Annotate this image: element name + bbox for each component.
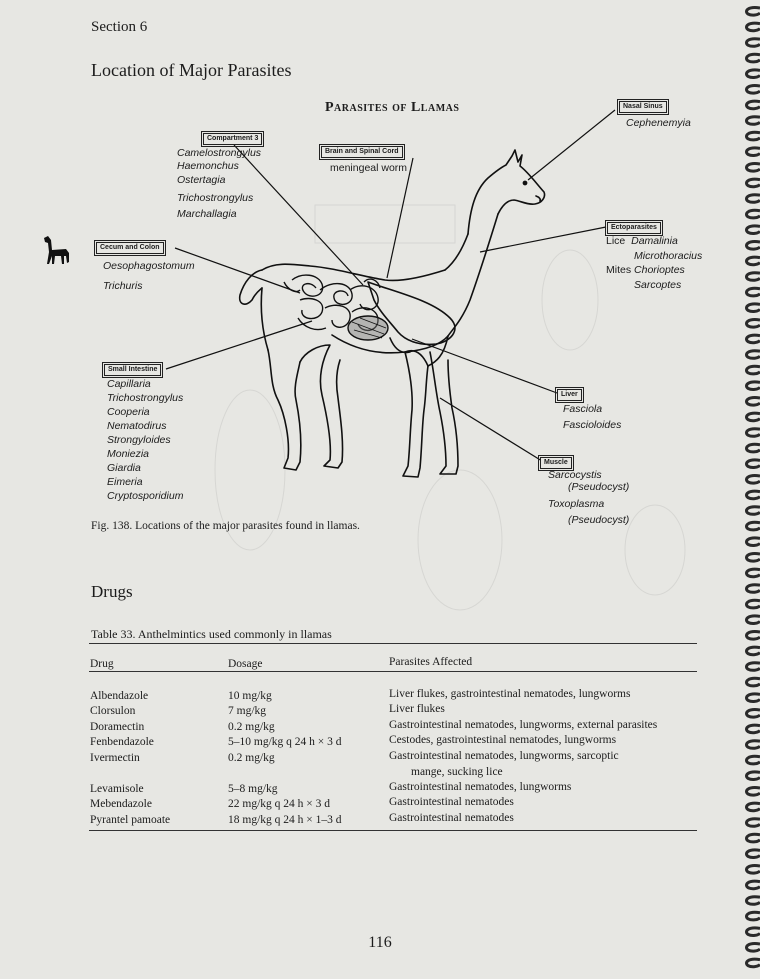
spiral-loop [747, 335, 760, 343]
spiral-loop [747, 257, 760, 265]
parasite-name: Trichostrongylus [107, 392, 184, 404]
parasite-name: meningeal worm [330, 162, 408, 174]
section-label: Section 6 [91, 19, 148, 35]
spiral-loop [747, 959, 760, 967]
spiral-loop [747, 554, 760, 562]
spiral-loop [747, 834, 760, 842]
table-cell-parasites: Liver flukes [389, 703, 445, 715]
spiral-loop [747, 164, 760, 172]
parasite-name: Sarcoptes [634, 278, 682, 291]
spiral-loop [747, 413, 760, 421]
drugs-heading: Drugs [91, 582, 133, 601]
spiral-loop [747, 39, 760, 47]
spiral-loop [747, 70, 760, 78]
llama-illustration [240, 150, 545, 477]
table-cell-dosage: 0.2 mg/kg [228, 721, 275, 733]
spiral-loop [747, 756, 760, 764]
parasite-name: Nematodirus [107, 420, 167, 432]
parasite-name: Cephenemyia [626, 117, 691, 129]
spiral-loop [747, 632, 760, 640]
parasite-name: Trichuris [103, 279, 143, 292]
parasite-name: Eimeria [107, 476, 143, 488]
label-box-nasal: Nasal Sinus [619, 101, 667, 113]
intestines-illustration [284, 275, 388, 340]
spiral-loop [747, 288, 760, 296]
table-cell-drug: Ivermectin [90, 752, 140, 764]
spiral-loop [747, 382, 760, 390]
parasite-name: Camelostrongylus [177, 147, 262, 159]
parasite-name: Sarcocystis [548, 469, 602, 481]
table-header-drug: Drug [90, 658, 114, 670]
spiral-loop [747, 772, 760, 780]
spiral-loop [747, 585, 760, 593]
table-cell-parasites: Gastrointestinal nematodes, lungworms, external parasites [389, 719, 658, 731]
spiral-loop [747, 195, 760, 203]
spiral-loop [747, 273, 760, 281]
table-cell-parasites-cont: mange, sucking lice [411, 766, 503, 778]
table-cell-drug: Pyrantel pamoate [90, 814, 171, 826]
table-cell-drug: Albendazole [90, 690, 149, 702]
parasite-name: Fasciola [563, 403, 603, 415]
table-cell-drug: Clorsulon [90, 705, 136, 717]
spiral-loop [747, 117, 760, 125]
label-box-compartment3: Compartment 3 [203, 133, 262, 145]
spiral-loop [747, 226, 760, 234]
list-small-intestine [107, 377, 183, 503]
lice-label: Lice [606, 235, 626, 247]
parasite-name: Trichostrongylus [177, 191, 254, 204]
table-header-dosage: Dosage [228, 658, 263, 670]
spiral-loop [747, 460, 760, 468]
label-box-brain: Brain and Spinal Cord [321, 146, 403, 158]
spiral-loop [747, 850, 760, 858]
label-box-ectoparasites: Ectoparasites [607, 222, 661, 234]
spiral-loop [747, 569, 760, 577]
spiral-loop [747, 132, 760, 140]
llama-thumb-icon [44, 236, 69, 264]
spiral-loop [747, 366, 760, 374]
spiral-loop [747, 522, 760, 530]
figure-caption-text: Locations of the major parasites found in llamas. [135, 520, 360, 532]
spiral-loop [747, 86, 760, 94]
spiral-loop [747, 694, 760, 702]
parasite-name: Strongyloides [107, 434, 171, 446]
table-cell-dosage: 5–10 mg/kg q 24 h × 3 d [228, 736, 342, 748]
parasite-name: Microthoracius [634, 249, 703, 262]
spiral-loop [747, 538, 760, 546]
list-muscle [548, 469, 629, 526]
parasite-name: Cooperia [107, 406, 150, 418]
spiral-loop [747, 54, 760, 62]
table-cell-parasites: Liver flukes, gastrointestinal nematodes, lungworms [389, 688, 631, 700]
parasite-name: Ostertagia [177, 174, 226, 186]
parasite-name: Cryptosporidium [107, 490, 184, 502]
spiral-loop [747, 8, 760, 16]
list-nasal [626, 116, 691, 131]
spiral-loop [747, 616, 760, 624]
parasite-name: Fascioloides [563, 418, 622, 431]
table-cell-drug: Fenbendazole [90, 736, 154, 748]
label-box-liver: Liver [557, 389, 582, 401]
spiral-loop [747, 320, 760, 328]
spiral-loop [747, 210, 760, 218]
table-cell-parasites: Gastrointestinal nematodes, lungworms, sarcoptic [389, 750, 619, 762]
table-cell-dosage: 10 mg/kg [228, 690, 272, 702]
spiral-loop [747, 101, 760, 109]
spiral-binding [747, 8, 760, 967]
parasite-name: Marchallagia [177, 208, 237, 220]
list-ectoparasites [606, 234, 702, 292]
spiral-loop [747, 741, 760, 749]
table-cell-drug: Levamisole [90, 783, 144, 795]
spiral-loop [747, 476, 760, 484]
table-cell-drug: Doramectin [90, 721, 145, 733]
table-number: Table 33. [91, 627, 136, 641]
table-cell-parasites: Cestodes, gastrointestinal nematodes, lungworms [389, 734, 617, 746]
spiral-loop [747, 507, 760, 515]
list-liver [563, 402, 621, 432]
mites-label: Mites [606, 264, 632, 276]
spiral-loop [747, 179, 760, 187]
table-header-parasites: Parasites Affected [389, 656, 473, 668]
spiral-loop [747, 788, 760, 796]
spiral-loop [747, 148, 760, 156]
spiral-loop [747, 897, 760, 905]
table-cell-dosage: 18 mg/kg q 24 h × 1–3 d [228, 814, 342, 826]
table-cell-drug: Mebendazole [90, 798, 152, 810]
parasite-note: (Pseudocyst) [568, 514, 630, 526]
spiral-loop [747, 429, 760, 437]
spiral-loop [747, 819, 760, 827]
table-top-rule [89, 643, 697, 644]
parasite-name: Toxoplasma [548, 498, 605, 510]
page-heading: Location of Major Parasites [91, 60, 292, 80]
spiral-loop [747, 398, 760, 406]
table-cell-dosage: 5–8 mg/kg [228, 783, 278, 795]
spiral-loop [747, 647, 760, 655]
table-cell-dosage: 22 mg/kg q 24 h × 3 d [228, 798, 331, 810]
spiral-loop [747, 23, 760, 31]
label-box-small-intestine: Small Intestine [104, 364, 161, 376]
list-brain [330, 161, 407, 176]
list-cecum [103, 259, 195, 293]
parasite-name: Damalinia [631, 235, 678, 247]
parasite-name: Moniezia [107, 448, 150, 460]
table-cell-parasites: Gastrointestinal nematodes, lungworms [389, 781, 572, 793]
table-title-text: Anthelmintics used commonly in llamas [137, 627, 332, 641]
label-box-cecum: Cecum and Colon [96, 242, 164, 254]
parasite-name: Chorioptes [634, 264, 685, 276]
parasite-name: Giardia [107, 462, 141, 474]
spiral-loop [747, 912, 760, 920]
spiral-loop [747, 803, 760, 811]
spiral-loop [747, 242, 760, 250]
spiral-loop [747, 351, 760, 359]
spiral-loop [747, 491, 760, 499]
spiral-loop [747, 663, 760, 671]
spiral-loop [747, 725, 760, 733]
spiral-loop [747, 444, 760, 452]
spiral-loop [747, 304, 760, 312]
diagram-title: Parasites of Llamas [325, 100, 460, 115]
spiral-loop [747, 600, 760, 608]
parasite-name: Oesophagostomum [103, 260, 195, 272]
figure-caption [91, 520, 360, 532]
list-compartment3 [177, 146, 261, 222]
table-bottom-rule [89, 830, 697, 831]
spiral-loop [747, 710, 760, 718]
parasite-name: Haemonchus [177, 159, 239, 172]
spiral-loop [747, 881, 760, 889]
table-cell-dosage: 7 mg/kg [228, 705, 267, 717]
table-cell-parasites: Gastrointestinal nematodes [389, 796, 514, 808]
spiral-loop [747, 678, 760, 686]
table-cell-parasites: Gastrointestinal nematodes [389, 812, 514, 824]
figure-number: Fig. 138. [91, 520, 133, 532]
table-cell-dosage: 0.2 mg/kg [228, 752, 275, 764]
parasite-note: (Pseudocyst) [568, 481, 630, 493]
label-box-muscle: Muscle [540, 457, 572, 469]
parasite-name: Capillaria [107, 378, 151, 390]
page-number: 116 [368, 934, 392, 951]
table-title [91, 627, 332, 642]
table-header-rule [89, 671, 697, 672]
spiral-loop [747, 866, 760, 874]
